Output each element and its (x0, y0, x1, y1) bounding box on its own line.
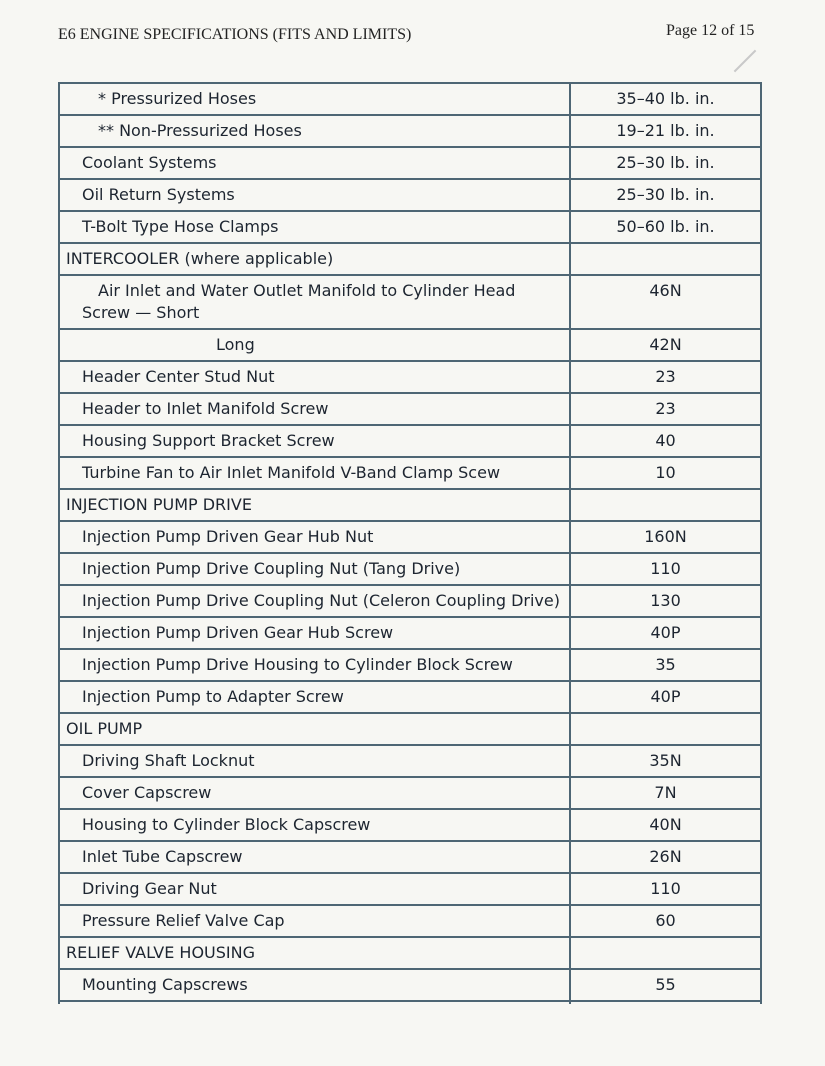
table-row (59, 179, 761, 211)
spec-label: ** Non-Pressurized Hoses (59, 115, 570, 147)
spec-value: 130 (570, 585, 761, 617)
table-row (59, 147, 761, 179)
spec-value: 50–60 lb. in. (570, 211, 761, 243)
spec-value (570, 937, 761, 969)
spec-label: T-Bolt Type Hose Clamps (59, 211, 570, 243)
spec-label (59, 585, 570, 617)
spec-value: 42N (570, 329, 761, 361)
spec-label: Injection Pump Driven Gear Hub Nut (59, 521, 570, 553)
spec-value: 160N (570, 521, 761, 553)
table-row (59, 329, 761, 361)
table-row (59, 745, 761, 777)
spec-value: 19–21 lb. in. (570, 115, 761, 147)
spec-label: Header Center Stud Nut (59, 361, 570, 393)
spec-value: 10 (570, 457, 761, 489)
spec-label: Driving Gear Nut (59, 873, 570, 905)
section-heading: INTERCOOLER (where applicable) (59, 243, 570, 275)
table-row-empty (59, 1001, 761, 1004)
spec-value: 23 (570, 361, 761, 393)
page-number: Page 12 of 15 (666, 22, 755, 39)
table-cell-empty (570, 1001, 761, 1004)
table-row (59, 553, 761, 585)
document-title: E6 ENGINE SPECIFICATIONS (FITS AND LIMITS) (58, 26, 412, 43)
specifications-table (58, 82, 762, 1004)
spec-label: Coolant Systems (59, 147, 570, 179)
section-heading-row (59, 937, 761, 969)
spec-label: Turbine Fan to Air Inlet Manifold V-Band Clamp Scew (59, 457, 570, 489)
section-heading-row (59, 243, 761, 275)
spec-value: 25–30 lb. in. (570, 179, 761, 211)
spec-label: Long (59, 329, 570, 361)
section-heading-row (59, 713, 761, 745)
section-heading-row (59, 489, 761, 521)
spec-value: 35–40 lb. in. (570, 83, 761, 115)
table-row (59, 211, 761, 243)
table-row (59, 649, 761, 681)
table-row (59, 777, 761, 809)
table-row (59, 809, 761, 841)
spec-value: 40P (570, 617, 761, 649)
table-row (59, 275, 761, 329)
spec-label: Header to Inlet Manifold Screw (59, 393, 570, 425)
table-row (59, 361, 761, 393)
spec-label: Injection Pump to Adapter Screw (59, 681, 570, 713)
spec-label: Injection Pump Drive Housing to Cylinder Block Screw (59, 649, 570, 681)
section-heading: OIL PUMP (59, 713, 570, 745)
spec-value: 110 (570, 553, 761, 585)
spec-label: Inlet Tube Capscrew (59, 841, 570, 873)
table-row (59, 83, 761, 115)
spec-value: 35 (570, 649, 761, 681)
spec-value: 46N (570, 275, 761, 329)
spec-value: 23 (570, 393, 761, 425)
table-row (59, 521, 761, 553)
table-row (59, 393, 761, 425)
spec-label: Injection Pump Driven Gear Hub Screw (59, 617, 570, 649)
spec-label: Mounting Capscrews (59, 969, 570, 1001)
spec-value: 25–30 lb. in. (570, 147, 761, 179)
table-row (59, 425, 761, 457)
spec-label: Driving Shaft Locknut (59, 745, 570, 777)
spec-label: Pressure Relief Valve Cap (59, 905, 570, 937)
spec-label: Housing to Cylinder Block Capscrew (59, 809, 570, 841)
spec-value (570, 489, 761, 521)
spec-label: Oil Return Systems (59, 179, 570, 211)
table-row (59, 585, 761, 617)
table-row (59, 969, 761, 1001)
spec-value: 35N (570, 745, 761, 777)
table-row (59, 115, 761, 147)
section-heading: RELIEF VALVE HOUSING (59, 937, 570, 969)
section-heading: INJECTION PUMP DRIVE (59, 489, 570, 521)
spec-value: 40 (570, 425, 761, 457)
spec-value: 7N (570, 777, 761, 809)
scan-mark (734, 50, 757, 73)
table-row (59, 841, 761, 873)
spec-value: 110 (570, 873, 761, 905)
spec-value: 40N (570, 809, 761, 841)
table-row (59, 681, 761, 713)
spec-label (59, 275, 570, 329)
table-row (59, 873, 761, 905)
spec-value: 55 (570, 969, 761, 1001)
spec-label-text: Injection Pump Drive Coupling Nut (Celeron Coupling Drive) (82, 591, 560, 610)
table-cell-empty (59, 1001, 570, 1004)
spec-label: Cover Capscrew (59, 777, 570, 809)
spec-label: * Pressurized Hoses (59, 83, 570, 115)
table-row (59, 617, 761, 649)
spec-label-text: Air Inlet and Water Outlet Manifold to Cylinder Head Screw — Short (82, 281, 516, 322)
spec-label: Housing Support Bracket Screw (59, 425, 570, 457)
spec-value (570, 713, 761, 745)
spec-label: Injection Pump Drive Coupling Nut (Tang Drive) (59, 553, 570, 585)
spec-value: 60 (570, 905, 761, 937)
spec-value (570, 243, 761, 275)
table-row (59, 905, 761, 937)
table-row (59, 457, 761, 489)
spec-value: 40P (570, 681, 761, 713)
spec-value: 26N (570, 841, 761, 873)
